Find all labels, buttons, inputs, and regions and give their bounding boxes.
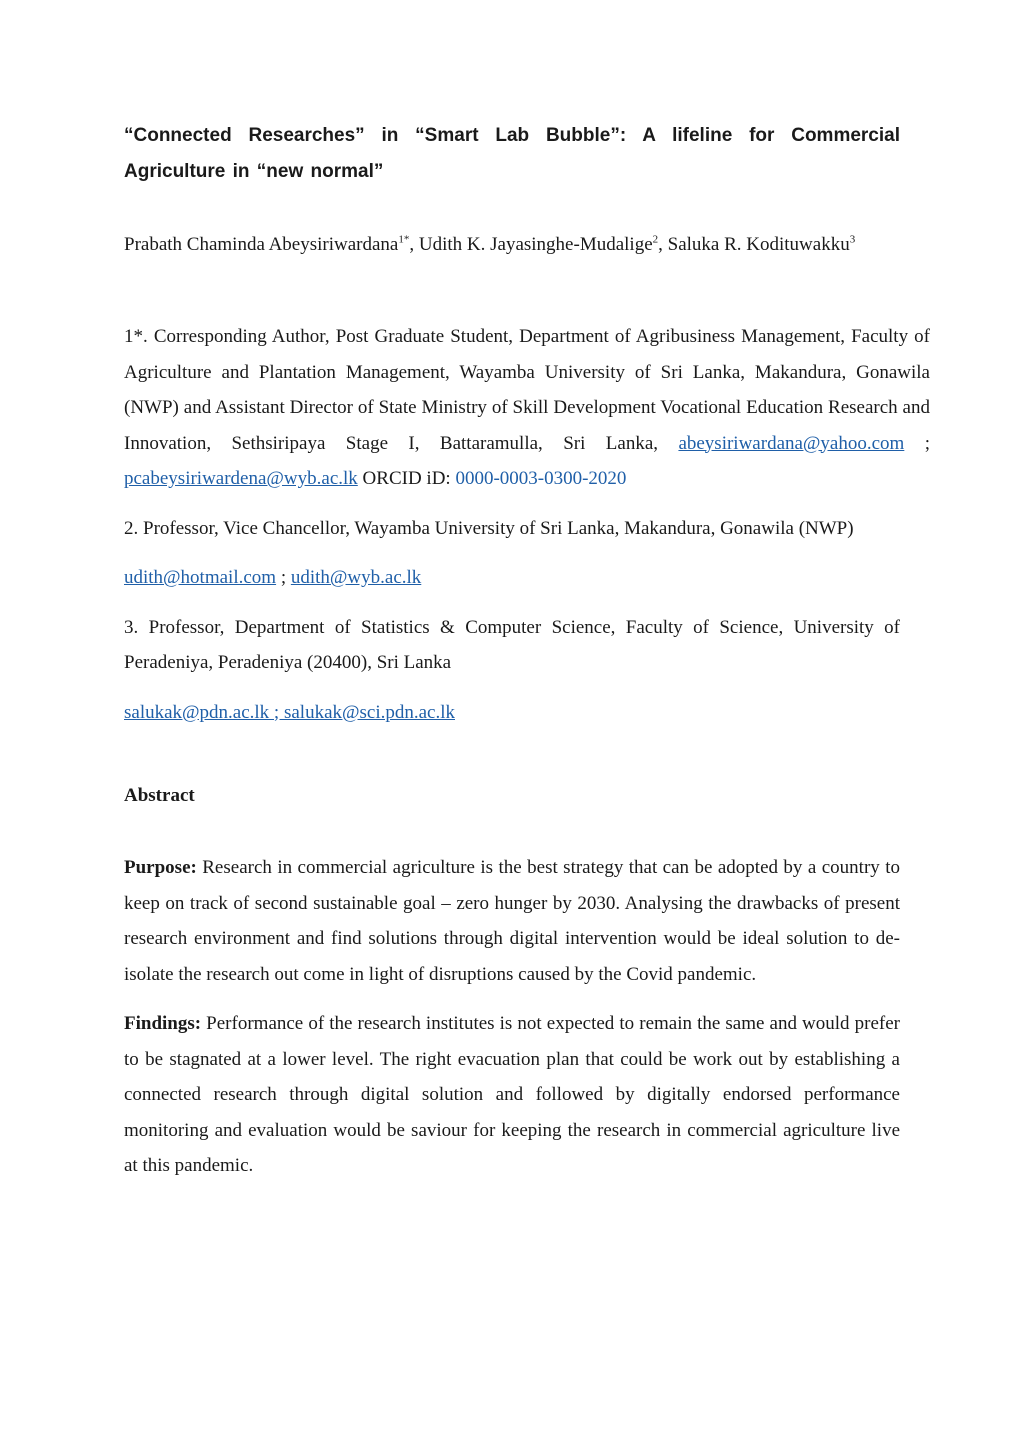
orcid-label: ORCID iD: (357, 468, 456, 489)
author-affiliation-mark: 2 (652, 233, 659, 246)
affiliation-3: 3. Professor, Department of Statistics & Computer Science, Faculty of Science, University of Peradeniya, Peradeniya (20400), Sri Lanka (124, 616, 900, 673)
email-link[interactable]: salukak@pdn.ac.lk ; salukak@sci.pdn.ac.lk (124, 701, 455, 723)
author-affiliation-mark: 3 (849, 233, 856, 246)
author-name: Saluka R. Kodituwakku (667, 234, 850, 255)
purpose-label: Purpose: (124, 857, 197, 878)
email-separator: ; (904, 432, 931, 454)
author-separator: , (409, 234, 419, 255)
email-link[interactable]: pcabeysiriwardena@wyb.ac.lk (124, 468, 358, 489)
author-list (124, 227, 900, 263)
author-name: Prabath Chaminda Abeysiriwardana (124, 234, 399, 255)
abstract-heading: Abstract (124, 785, 195, 806)
affiliation-2-emails (124, 560, 900, 596)
author-name: Udith K. Jayasinghe-Mudalige (418, 234, 653, 255)
affiliation-1 (124, 319, 930, 497)
email-link[interactable]: udith@hotmail.com (124, 567, 277, 588)
orcid-id: 0000-0003-0300-2020 (455, 468, 627, 489)
findings-text: Performance of the research institutes is not expected to remain the same and would prefer to be stagnated at a lower level. The right evacuation plan that could be work out by establishing a connected research through digital solution and followed by digitally endorsed performance monitoring and evaluation would be saviour for keeping the research in commercial agriculture live at this pandemic. (124, 1013, 900, 1176)
findings-label: Findings: (124, 1013, 202, 1034)
author-separator: , (658, 234, 668, 255)
abstract-purpose (124, 850, 900, 992)
affiliation-3-emails (124, 695, 900, 731)
paper-page (124, 118, 931, 1184)
author-affiliation-mark: 1* (398, 233, 410, 246)
paper-title: “Connected Researches” in “Smart Lab Bubble”: A lifeline for Commercial Agriculture in “new normal” (124, 125, 900, 182)
affiliation-1-text: 1*. Corresponding Author, Post Graduate Student, Department of Agribusiness Management, Faculty of Agriculture and Plantation Management, Wayamba University of Sri Lanka, Makandura, Gonawila (NWP) and Assistant Director of State Ministry of Skill Development Vocational Education Research and Innovation, Sethsiripaya Stage I, Battaramulla, Sri Lanka, (124, 326, 930, 454)
email-separator: ; (276, 567, 291, 588)
purpose-text: Research in commercial agriculture is the best strategy that can be adopted by a country to keep on track of second sustainable goal – zero hunger by 2030. Analysing the drawbacks of present research environment and find solutions through digital intervention would be ideal solution to de-isolate the research out come in light of disruptions caused by the Covid pandemic. (124, 857, 900, 985)
affiliation-2: 2. Professor, Vice Chancellor, Wayamba University of Sri Lanka, Makandura, Gonawila (NWP) (124, 517, 854, 539)
email-link[interactable]: abeysiriwardana@yahoo.com (678, 432, 905, 454)
email-link[interactable]: udith@wyb.ac.lk (290, 567, 422, 588)
abstract-findings (124, 1006, 900, 1184)
